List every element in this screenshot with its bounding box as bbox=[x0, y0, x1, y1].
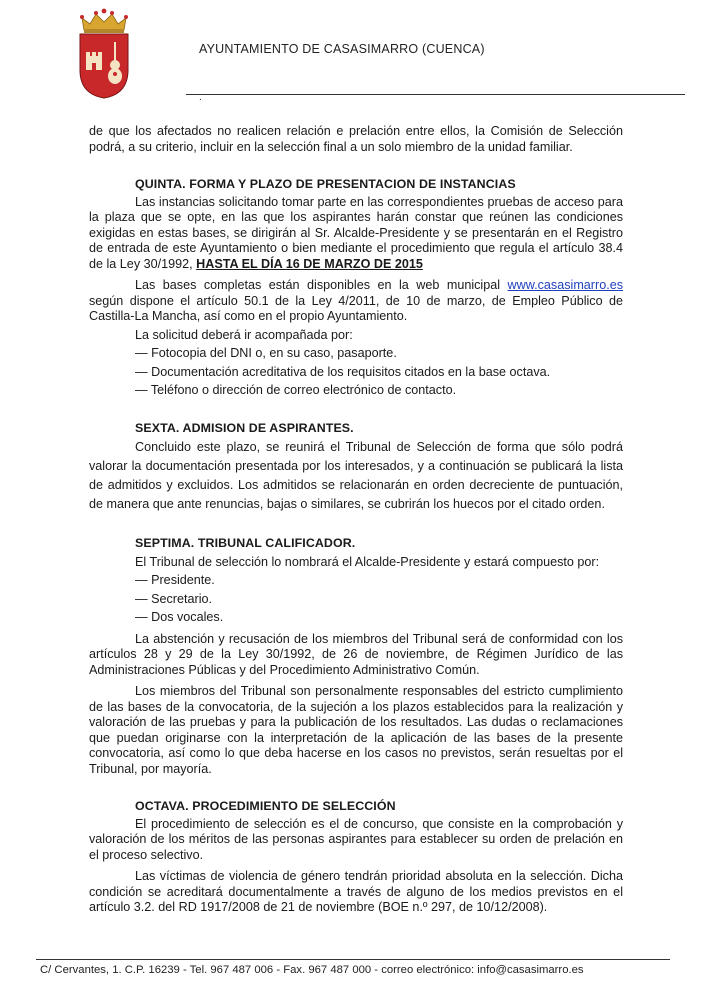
section-quinta-paragraph-1 bbox=[89, 195, 623, 273]
list-item: — Documentación acreditativa de los requisitos citados en la base octava. bbox=[135, 364, 551, 379]
section-quinta-heading: QUINTA. FORMA Y PLAZO DE PRESENTACION DE INSTANCIAS bbox=[135, 177, 516, 191]
header-dot: . bbox=[199, 92, 202, 103]
footer-contact: C/ Cervantes, 1. C.P. 16239 - Tel. 967 487 006 - Fax. 967 487 000 - correo electrónico: info@casasimarro.es bbox=[40, 964, 584, 976]
municipal-website-link[interactable]: www.casasimarro.es bbox=[507, 278, 624, 292]
quinta-p2-before: Las bases completas están disponibles en la web municipal bbox=[135, 278, 501, 292]
list-item: — Dos vocales. bbox=[135, 610, 224, 624]
section-septima-heading: SEPTIMA. TRIBUNAL CALIFICADOR. bbox=[135, 536, 356, 550]
header-title: AYUNTAMIENTO DE CASASIMARRO (CUENCA) bbox=[199, 42, 485, 56]
header-divider bbox=[186, 94, 685, 95]
list-item: — Teléfono o dirección de correo electrónico de contacto. bbox=[135, 383, 457, 397]
section-octava-paragraph-1: El procedimiento de selección es el de concurso, que consiste en la comprobación y valoración de los méritos de las personas aspirantes para establecer su orden de prelación en el proceso selectivo. bbox=[89, 816, 623, 862]
list-item: — Presidente. bbox=[135, 573, 215, 587]
section-septima-paragraph-2: La abstención y recusación de los miembros del Tribunal será de conformidad con los artículos 28 y 29 de la Ley 30/1992, de 26 de noviembre, de Régimen Jurídico de las Administraciones Públicas y del Procedimiento Administrativo Común. bbox=[89, 631, 623, 677]
coat-of-arms-logo bbox=[76, 8, 132, 100]
quinta-p1-text: Las instancias solicitando tomar parte en las correspondientes pruebas de acceso para la plaza que se opte, en las que los aspirantes harán constar que reúnen las condiciones exigidas en estas bases, se dirigirán al Sr. Alcalde-Presidente y se presentarán en el Registro de entrada de este Ayuntamiento o bien mediante el procedimiento que regula el artículo 38.4 de la Ley 30/1992, bbox=[89, 194, 623, 271]
section-septima-paragraph-1: El Tribunal de selección lo nombrará el Alcalde-Presidente y estará compuesto por: bbox=[135, 554, 600, 569]
section-quinta-paragraph-3: La solicitud deberá ir acompañada por: bbox=[135, 327, 353, 342]
section-sexta-paragraph: Concluido este plazo, se reunirá el Tribunal de Selección de forma que sólo podrá valorar la documentación presentada por los interesados, y a continuación se publicará la lista de admitidos y excluidos. Los admitidos se relacionarán en orden decreciente de puntuación, de manera que ante renuncias, bajas o similares, se cubrirán los huecos por el citado orden. bbox=[89, 440, 623, 511]
list-item: — Secretario. bbox=[135, 591, 212, 606]
list-item: — Fotocopia del DNI o, en su caso, pasaporte. bbox=[135, 346, 397, 360]
section-octava-paragraph-2: Las víctimas de violencia de género tendrán prioridad absoluta en la selección. Dicha condición se acreditará documentalmente a través de alguno de los medios previstos en el artículo 3.2. del RD 1917/2008 de 21 de noviembre (BOE n.º 297, de 10/12/2008). bbox=[89, 869, 623, 914]
section-sexta-heading: SEXTA. ADMISION DE ASPIRANTES. bbox=[135, 420, 354, 435]
quinta-p2-after: según dispone el artículo 50.1 de la Ley 4/2011, de 10 de marzo, de Empleo Público de Castilla-La Mancha, así como en el propio Ayuntamiento. bbox=[89, 293, 623, 323]
deadline-text: HASTA EL DÍA 16 DE MARZO DE 2015 bbox=[196, 256, 423, 271]
section-septima-paragraph-3: Los miembros del Tribunal son personalmente responsables del estricto cumplimiento de las bases de la convocatoria, de la sujeción a los plazos establecidos para la realización y valoración de las pruebas y para la publicación de los resultados. Las dudas o reclamaciones que puedan originarse con la interpretación de la aplicación de las bases de la presente convocatoria, así como lo que deba hacerse en los casos no previstos, serán resueltas por el Tribunal, por mayoría. bbox=[89, 684, 623, 776]
section-octava-heading: OCTAVA. PROCEDIMIENTO DE SELECCIÓN bbox=[135, 799, 396, 813]
footer-divider bbox=[36, 959, 670, 960]
intro-paragraph: de que los afectados no realicen relación e prelación entre ellos, la Comisión de Selección podrá, a su criterio, incluir en la selección final a un solo miembro de la unidad familiar. bbox=[89, 124, 623, 154]
document-body bbox=[89, 124, 623, 916]
section-quinta-paragraph-2 bbox=[89, 278, 623, 325]
